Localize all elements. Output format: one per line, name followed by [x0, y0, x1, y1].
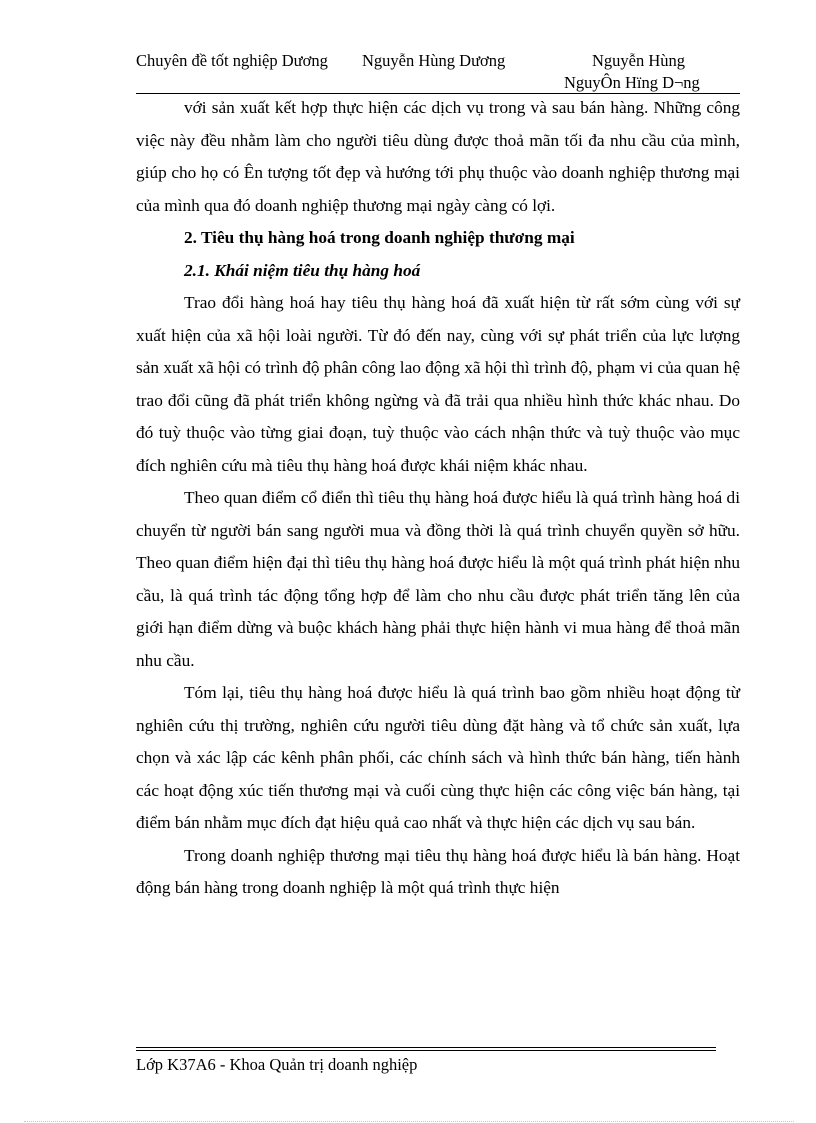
- section-heading-2: 2. Tiêu thụ hàng hoá trong doanh nghiệp thương mại: [184, 228, 575, 247]
- header-right-block: [564, 50, 744, 94]
- header-author-name: Nguyễn Hùng Dương: [362, 51, 506, 70]
- header-right-line1: Nguyễn Hùng: [592, 51, 686, 70]
- header-left-text: Chuyên đề tốt nghiệp Dương: [136, 51, 328, 70]
- page-header: [136, 50, 740, 96]
- page-boundary: [24, 1121, 794, 1122]
- header-right-line2: NguyÔn Hïng D¬ng: [564, 73, 700, 92]
- body-paragraph-3: Theo quan điểm cổ điển thì tiêu thụ hàng hoá được hiểu là quá trình hàng hoá di chuyển từ người bán sang người mua và đồng thời là quá trình chuyển quyền sở hữu. Theo quan điểm hiện đại thì tiêu thụ hàng hoá được hiểu là một quá trình phát hiện nhu cầu, là quá trình tác động tổng hợp để làm cho nhu cầu được phát triển tăng lên của giới hạn điểm dừng và buộc khách hàng phải thực hiện hành vi mua hàng để thoả mãn nhu cầu.: [136, 488, 741, 670]
- body-paragraph-4: Tóm lại, tiêu thụ hàng hoá được hiểu là quá trình bao gồm nhiều hoạt động từ nghiên cứu thị trường, nghiên cứu người tiêu dùng đặt hàng và tổ chức sản xuất, lựa chọn và xác lập các kênh phân phối, các chính sách và hình thức bán hàng, tiến hành các hoạt động xúc tiến thương mại và cuối cùng thực hiện các công việc bán hàng, tại điểm bán nhằm mục đích đạt hiệu quả cao nhất và thực hiện các dịch vụ sau bán.: [136, 683, 740, 832]
- subsection-heading-2-1: 2.1. Khái niệm tiêu thụ hàng hoá: [184, 260, 421, 280]
- footer-divider-top: [136, 1047, 716, 1048]
- document-body: [136, 92, 740, 905]
- page-footer: Lớp K37A6 - Khoa Quản trị doanh nghiệp: [136, 1055, 418, 1074]
- body-paragraph-5: Trong doanh nghiệp thương mại tiêu thụ hàng hoá được hiểu là bán hàng. Hoạt động bán hàng trong doanh nghiệp là một quá trình thực hiện: [136, 845, 740, 897]
- body-paragraph-2: Trao đổi hàng hoá hay tiêu thụ hàng hoá đã xuất hiện từ rất sớm cùng với sự xuất hiện của xã hội loài người. Từ đó đến nay, cùng với sự phát triển của lực lượng sản xuất xã hội có trình độ phân công lao động xã hội thì trình độ, phạm vi của quan hệ trao đổi cũng đã phát triển không ngừng và đã trải qua nhiều hình thức khác nhau. Do đó tuỳ thuộc vào từng giai đoạn, tuỳ thuộc vào cách nhận thức và tuỳ thuộc vào mục đích nghiên cứu mà tiêu thụ hàng hoá được khái niệm khác nhau.: [136, 293, 740, 475]
- body-paragraph-1: với sản xuất kết hợp thực hiện các dịch vụ trong và sau bán hàng. Những công việc này đều nhằm làm cho người tiêu dùng được thoả mãn tối đa nhu cầu của mình, giúp cho họ có Ên tượng tốt đẹp và hướng tới phụ thuộc vào doanh nghiệp thương mại của mình qua đó doanh nghiệp thương mại ngày càng có lợi.: [136, 98, 740, 215]
- footer-divider-bottom: [136, 1050, 716, 1051]
